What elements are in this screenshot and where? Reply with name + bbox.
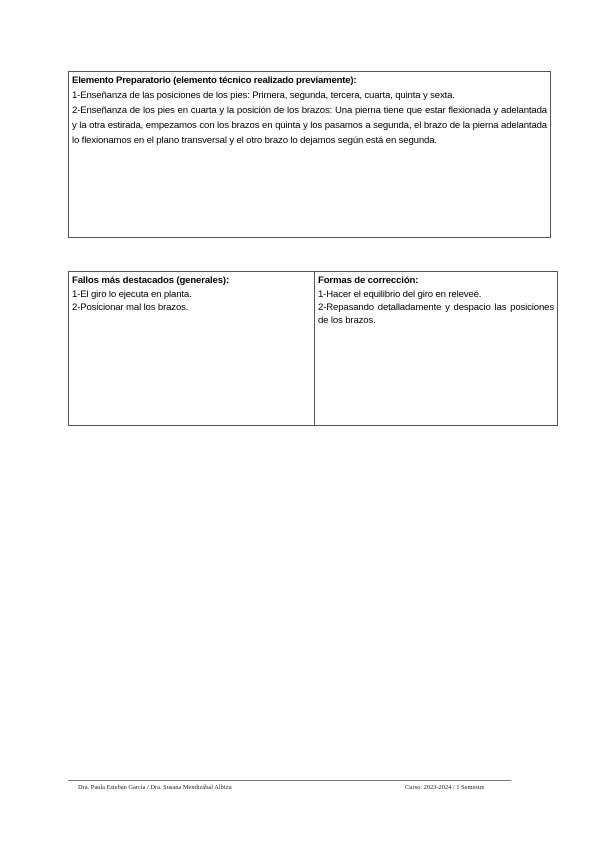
correccion-line-2: 2-Repasando detalladamente y despacio las posiciones de los brazos.	[318, 302, 554, 326]
footer-course: Curso: 2023-2024 / 1 Semestre	[405, 784, 485, 791]
footer-authors: Dra. Paula Esteban García / Dra. Susana Mendizábal Albizu	[78, 784, 232, 791]
fallos-line-1: 1-El giro lo ejecuta en planta.	[72, 289, 192, 300]
footer-divider	[68, 780, 511, 781]
correccion-cell	[315, 272, 557, 425]
elemento-line-1: 1-Enseñanza de las posiciones de los pies: Primera, segunda, tercera, cuarta, quinta y sexta.	[72, 90, 455, 101]
correccion-line-1: 1-Hacer el equilibrio del giro en releveé.	[318, 289, 482, 300]
elemento-line-2: 2-Enseñanza de los pies en cuarta y la posición de los brazos: Una pierna tiene que estar flexionada y adelantada y la otra estirada, empezamos con los brazos en quinta y los pasamos a segunda, el brazo de la pierna adelantada lo flexionamos en el plano transversal y el otro brazo lo dejamos según está en segunda.	[72, 105, 547, 146]
fallos-correccion-table	[68, 271, 558, 426]
fallos-line-2: 2-Posicionar mal los brazos.	[72, 302, 189, 313]
fallos-cell	[69, 272, 315, 425]
fallos-heading: Fallos más destacados (generales):	[72, 275, 229, 286]
elemento-preparatorio-box	[68, 71, 551, 238]
elemento-preparatorio-heading: Elemento Preparatorio (elemento técnico realizado previamente):	[72, 75, 357, 86]
correccion-heading: Formas de corrección:	[318, 275, 419, 286]
